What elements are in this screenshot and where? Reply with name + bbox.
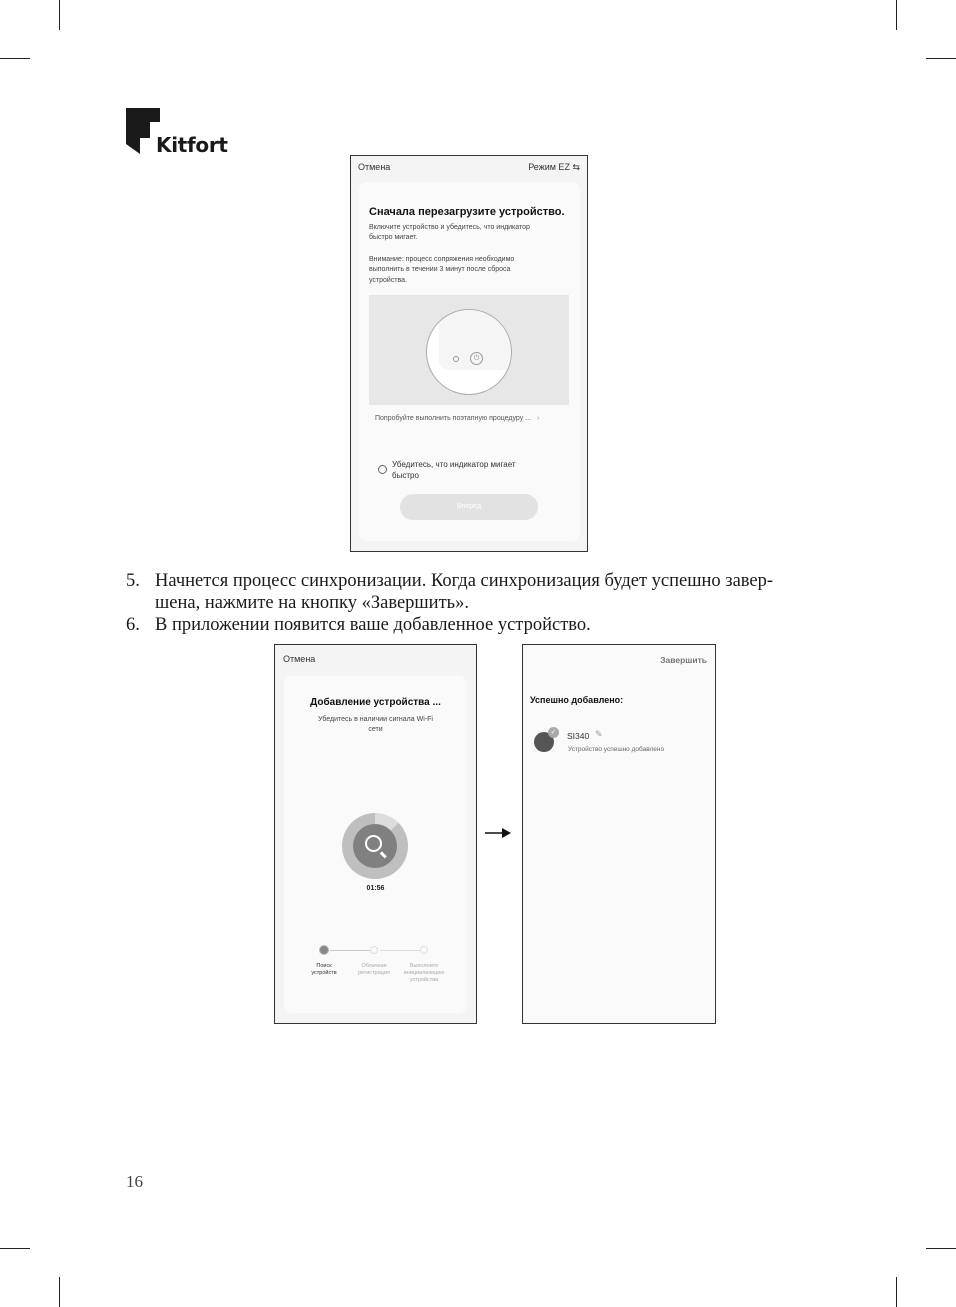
step-text: шена, нажмите на кнопку «Завершить». xyxy=(155,593,469,613)
screen-device-added xyxy=(522,644,716,1024)
step-number: 5. xyxy=(126,571,140,591)
crop-mark xyxy=(59,0,60,30)
crop-mark xyxy=(926,1248,956,1249)
edit-icon[interactable]: ✎ xyxy=(595,729,603,739)
wifi-hint: Убедитесь в наличии сигнала Wi-Fi xyxy=(318,716,433,723)
device-circle xyxy=(426,309,512,395)
step-label: Облачная xyxy=(361,963,387,969)
step-active-icon xyxy=(319,945,329,955)
step-label: инициализацию xyxy=(403,970,445,976)
check-icon xyxy=(420,946,428,954)
warning-text: устройства. xyxy=(369,277,408,284)
crop-mark xyxy=(0,58,30,59)
cancel-link[interactable]: Отмена xyxy=(283,654,316,664)
device-name: SI340 xyxy=(567,731,590,741)
crop-mark xyxy=(896,0,897,30)
confirm-radio[interactable] xyxy=(378,465,387,474)
chevron-right-icon: › xyxy=(536,415,540,422)
screen-adding-device xyxy=(274,644,477,1024)
wifi-hint: сети xyxy=(368,726,383,733)
progress-card xyxy=(284,676,467,1013)
step-by-step-link[interactable] xyxy=(375,415,539,422)
finish-button[interactable]: Завершить xyxy=(660,655,707,665)
next-button-label: Вперед xyxy=(456,503,482,510)
mode-switch[interactable] xyxy=(528,162,580,173)
search-spinner xyxy=(342,813,408,879)
indicator-light-icon xyxy=(453,356,459,362)
step-number: 6. xyxy=(126,615,140,635)
step-text: В приложении появится ваше добавленное устройство. xyxy=(155,615,591,635)
step-label: регистрация xyxy=(358,970,390,976)
crop-mark xyxy=(59,1277,60,1307)
step-connector xyxy=(380,950,420,951)
screen-reboot-device xyxy=(350,155,588,552)
device-illustration xyxy=(369,295,569,405)
description: быстро мигает. xyxy=(369,234,418,241)
brand-name: Kitfort xyxy=(156,133,228,157)
page-number: 16 xyxy=(126,1172,143,1191)
warning-text: выполнить в течении 3 минут после сброса xyxy=(369,266,511,273)
power-icon: ⏻ xyxy=(470,352,483,365)
cloud-icon xyxy=(370,946,378,954)
step-connector xyxy=(330,950,370,951)
mode-label: Режим EZ xyxy=(528,162,570,172)
success-title: Успешно добавлено: xyxy=(530,695,624,705)
confirm-label: Убедитесь, что индикатор мигает xyxy=(392,460,516,469)
step-label: Поиск xyxy=(316,963,332,969)
cancel-link[interactable]: Отмена xyxy=(358,162,391,172)
checkmark-badge-icon: ✓ xyxy=(548,727,559,738)
search-icon xyxy=(353,824,397,868)
step-label: устройства xyxy=(409,977,439,983)
crop-mark xyxy=(926,58,956,59)
instruction-card xyxy=(359,182,580,541)
swap-icon: ⇆ xyxy=(572,162,580,172)
step-label: Выполните xyxy=(409,963,439,969)
crop-mark xyxy=(0,1248,30,1249)
arrow-right-icon xyxy=(484,827,512,839)
step-text: Начнется процесс синхронизации. Когда синхронизация будет успешно завер- xyxy=(155,571,774,591)
page-title: Сначала перезагрузите устройство. xyxy=(369,206,565,218)
device-status: Устройство успешно добавлено xyxy=(568,746,665,753)
description: Включите устройство и убедитесь, что индикатор xyxy=(369,224,530,231)
step-label: устройств xyxy=(311,970,337,976)
step-by-step-label: Попробуйте выполнить поэтапную процедуру ... xyxy=(375,415,531,422)
confirm-label: быстро xyxy=(392,471,419,480)
warning-text: Внимание: процесс сопряжения необходимо xyxy=(369,256,515,263)
crop-mark xyxy=(896,1277,897,1307)
page-title: Добавление устройства ... xyxy=(310,697,441,708)
instruction-list xyxy=(126,570,846,640)
next-button[interactable] xyxy=(400,494,538,520)
countdown-timer: 01:56 xyxy=(366,885,385,892)
